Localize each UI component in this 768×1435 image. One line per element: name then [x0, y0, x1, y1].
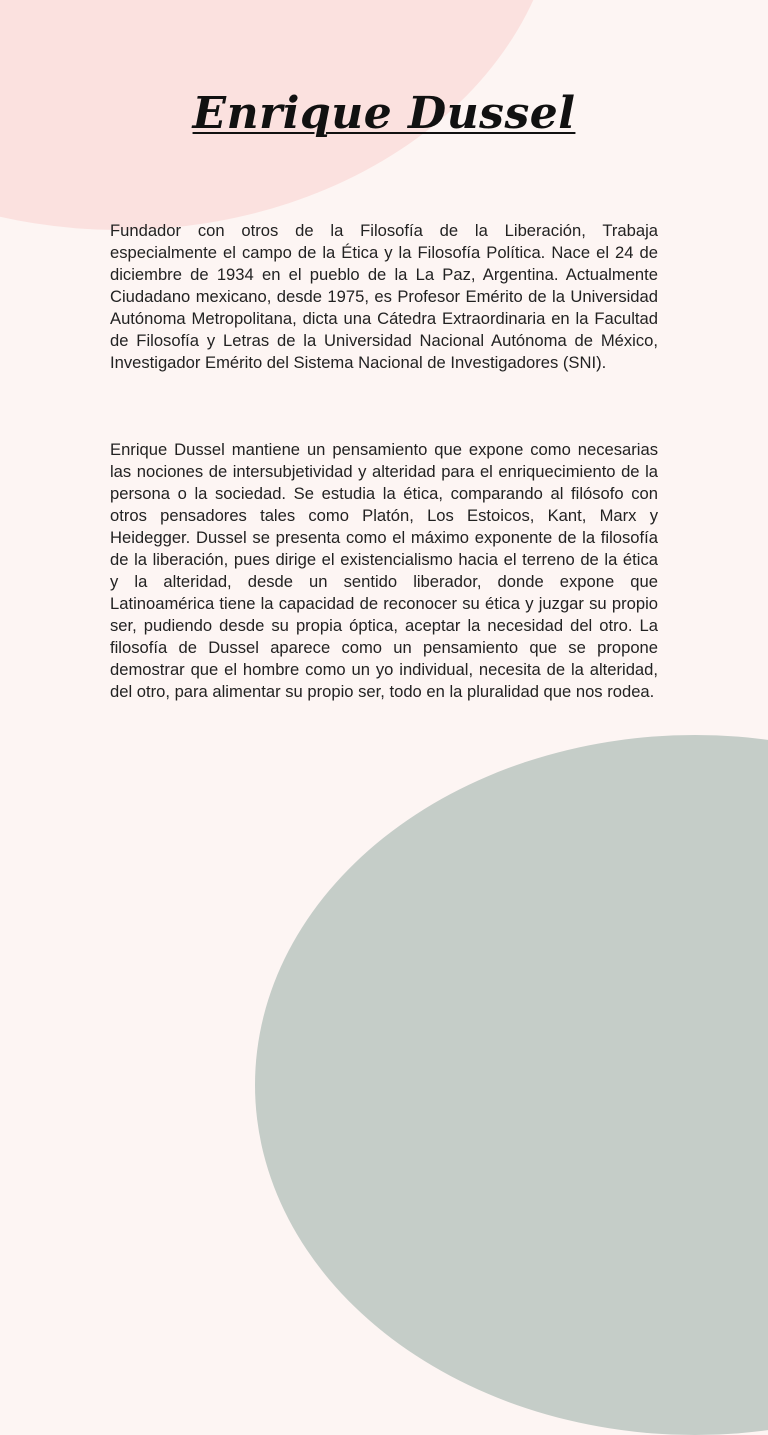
decorative-gray-blob [255, 735, 768, 1435]
page-title: Enrique Dussel [192, 88, 576, 139]
biography-paragraph: Fundador con otros de la Filosofía de la Liberación, Trabaja especialmente el campo de la Ética y la Filosofía Política. Nace el 24 de diciembre de 1934 en el pueblo de la La Paz, Argentina. Actualmente Ciudadano mexicano, desde 1975, es Profesor Emérito de la Universidad Autónoma Metropolitana, dicta una Cátedra Extraordinaria en la Facultad de Filosofía y Letras de la Universidad Nacional Autónoma de México, Investigador Emérito del Sistema Nacional de Investigadores (SNI). [110, 221, 658, 372]
philosophy-paragraph: Enrique Dussel mantiene un pensamiento que expone como necesarias las nociones de intersubjetividad y alteridad para el enriquecimiento de la persona o la sociedad. Se estudia la ética, comparando al filósofo con otros pensadores tales como Platón, Los Estoicos, Kant, Marx y Heidegger. Dussel se presenta como el máximo exponente de la filosofía de la liberación, pues dirige el existencialismo hacia el terreno de la ética y la alteridad, desde un sentido liberador, donde expone que Latinoamérica tiene la capacidad de reconocer su ética y juzgar su propio ser, pudiendo desde su propia óptica, aceptar la necesidad del otro. La filosofía de Dussel aparece como un pensamiento que se propone demostrar que el hombre como un yo individual, necesita de la alteridad, del otro, para alimentar su propio ser, todo en la pluralidad que nos rodea. [110, 440, 658, 701]
